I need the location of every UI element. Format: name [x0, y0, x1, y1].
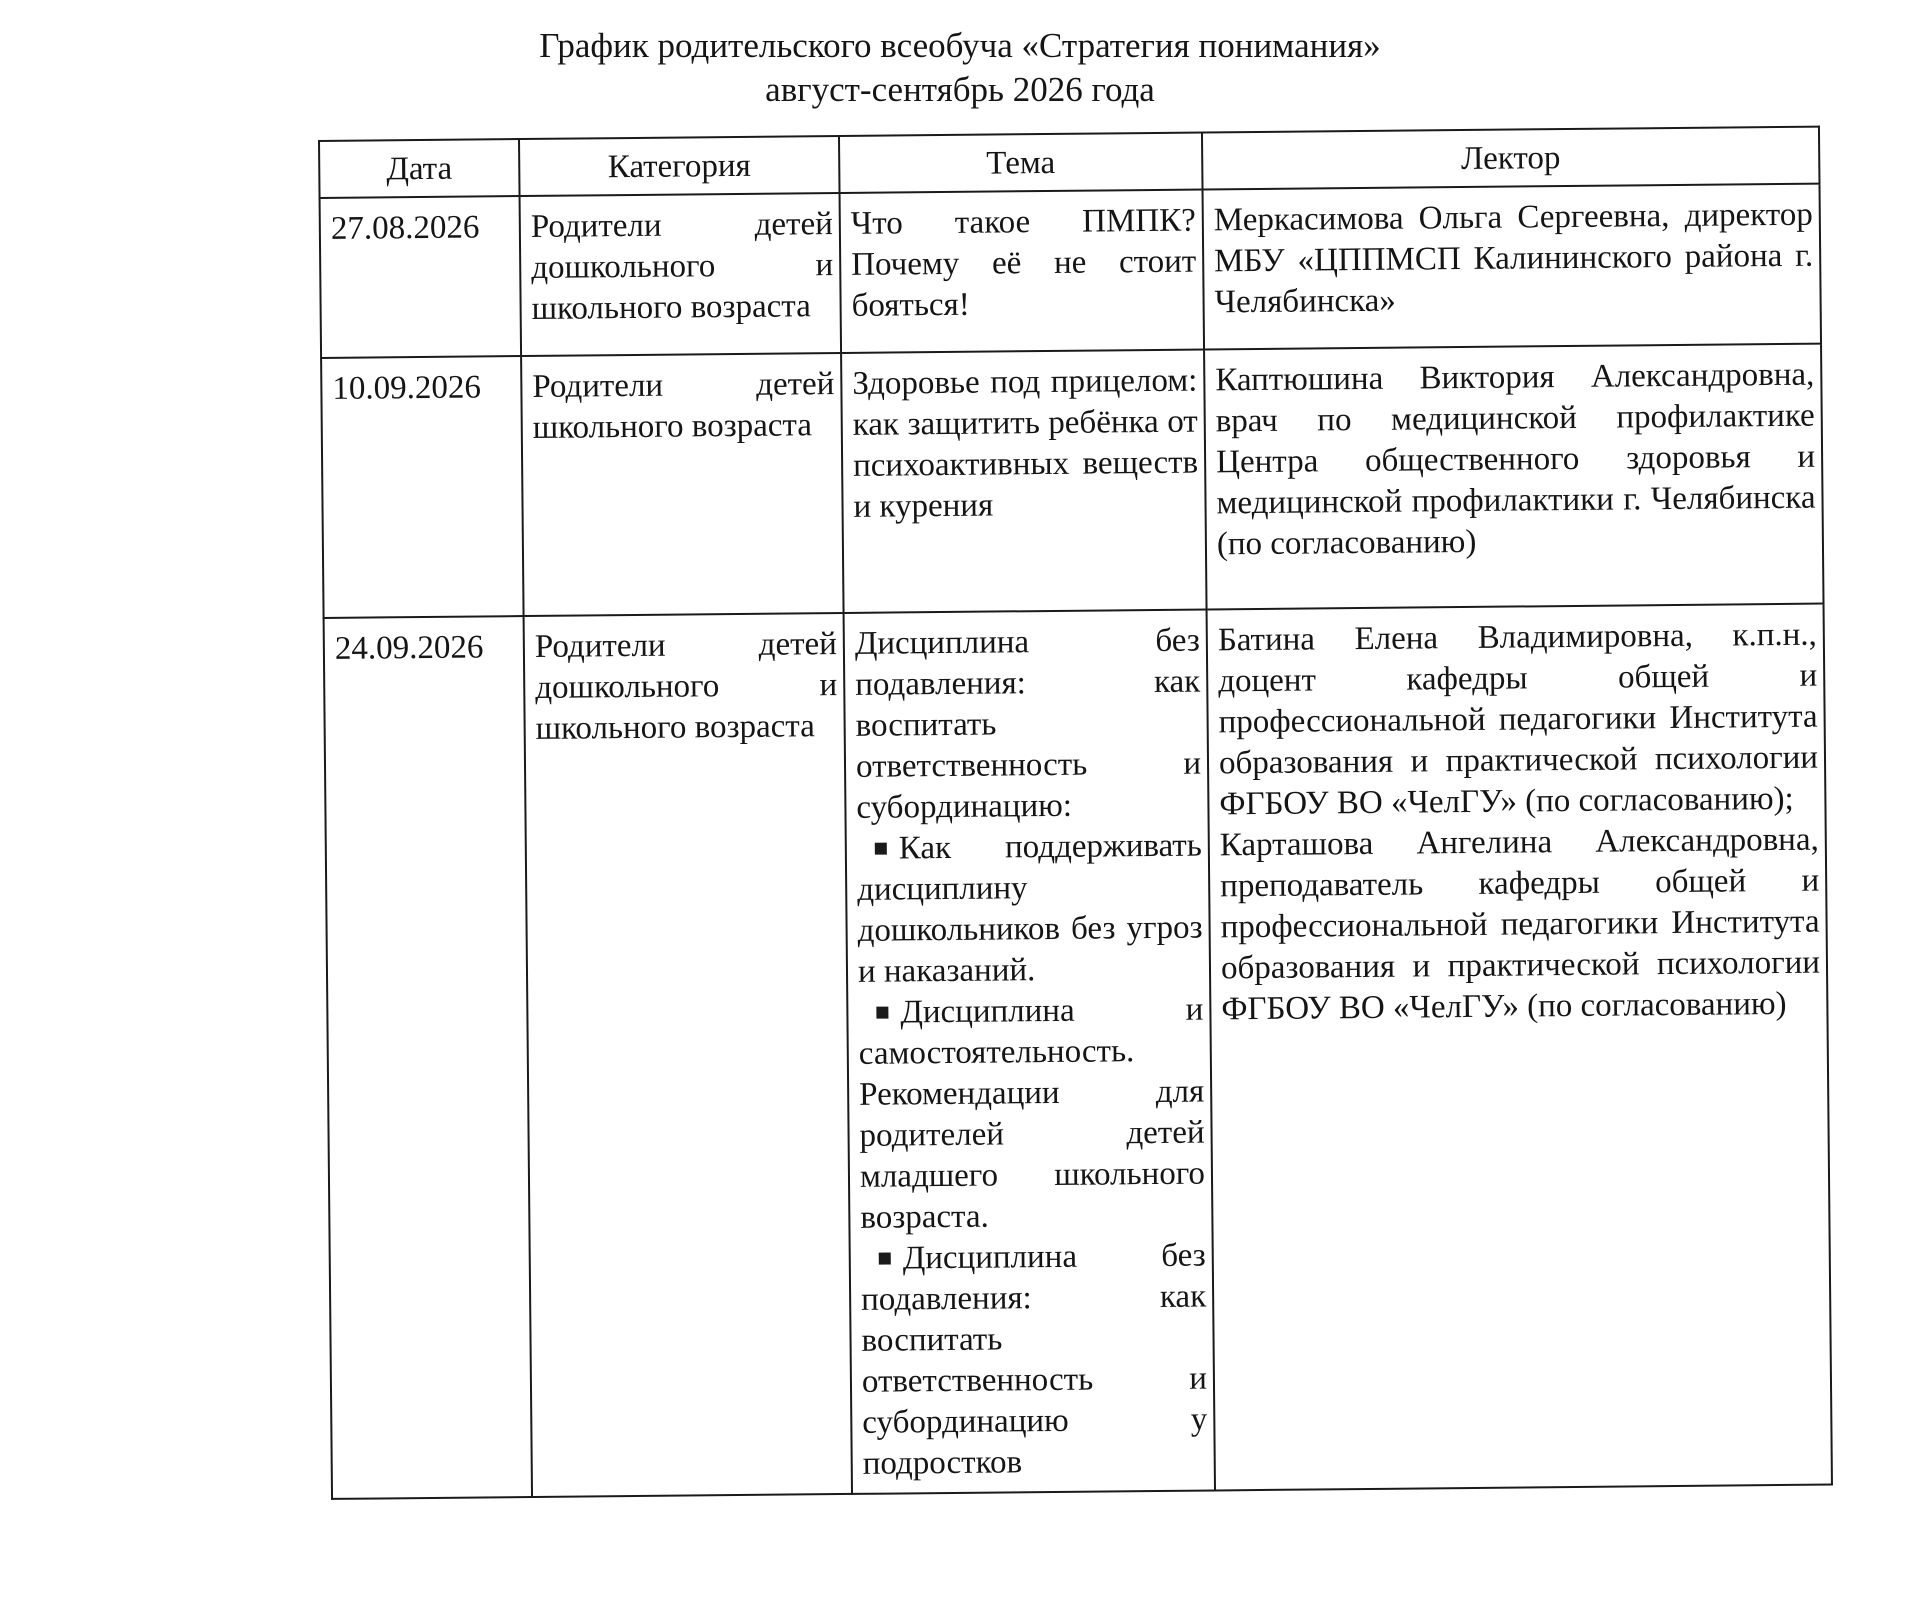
header-category: Категория: [519, 136, 840, 196]
lecturer-entry: Батина Елена Владимировна, к.п.н., доцент кафедры общей и профессиональной педагогики Института образования и практической психологии ФГБОУ ВО «ЧелГУ» (по согласованию);: [1217, 616, 1819, 823]
topic-intro: Дисциплина без подавления: как воспитать ответственность и субординацию:: [854, 622, 1202, 826]
cell-category: Родители детей дошкольного и школьного возраста: [520, 193, 842, 356]
cell-topic: Что такое ПМПК? Почему её не стоит бояться!: [840, 190, 1205, 353]
table-row: [324, 604, 1832, 1499]
cell-lecturer: [1207, 604, 1832, 1491]
cell-topic: [844, 609, 1215, 1493]
topic-list: [857, 826, 1208, 1485]
list-item: [858, 990, 1205, 1239]
cell-date: 27.08.2026: [320, 196, 522, 358]
list-item-text: Дисциплина без подавления: как воспитать ответственность и субординацию у подростков: [860, 1237, 1208, 1482]
list-item: [861, 1236, 1208, 1485]
header-lecturer: Лектор: [1202, 127, 1820, 190]
square-bullet-icon: [876, 1007, 888, 1019]
cell-date: 24.09.2026: [324, 616, 532, 1499]
document-title: График родительского всеобуча «Стратегия понимания»: [539, 26, 1381, 65]
square-bullet-icon: [875, 843, 887, 855]
cell-lecturer: Меркасимова Ольга Сергеевна, директор МБУ «ЦППМСП Калининского района г. Челябинска»: [1203, 184, 1822, 350]
list-item-text: Дисциплина и самостоятельность. Рекомендации для родителей детей младшего школьного возраста.: [858, 991, 1206, 1236]
schedule-table: [318, 126, 1833, 1500]
cell-topic: Здоровье под прицелом: как защитить ребёнка от психоактивных веществ и курения: [841, 350, 1206, 613]
header-date: Дата: [319, 139, 520, 198]
list-item: [857, 826, 1204, 993]
cell-lecturer: Каптюшина Виктория Александровна, врач по медицинской профилактике Центра общественного здоровья и медицинской профилактики г. Челябинска (по согласованию): [1204, 344, 1823, 610]
cell-category: Родители детей дошкольного и школьного возраста: [524, 613, 852, 1497]
table-row: [320, 184, 1821, 358]
table-row: [321, 344, 1823, 618]
cell-category: Родители детей школьного возраста: [521, 353, 843, 616]
list-item-text: Как поддерживать дисциплину дошкольников без угроз и наказаний.: [857, 827, 1203, 990]
lecturer-entry: Карташова Ангелина Александровна, преподаватель кафедры общей и профессиональной педагогики Института образования и практической психологии ФГБОУ ВО «ЧелГУ» (по согласованию): [1219, 821, 1821, 1028]
square-bullet-icon: [879, 1253, 891, 1265]
cell-date: 10.09.2026: [321, 356, 523, 618]
header-topic: Тема: [839, 133, 1203, 193]
document-subtitle: август-сентябрь 2026 года: [765, 70, 1155, 109]
